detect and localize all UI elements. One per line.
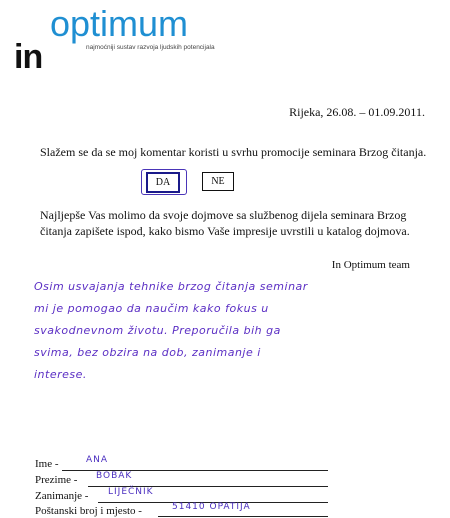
- consent-text: Slažem se da se moj komentar koristi u svrhu promocije seminara Brzog čitanja.: [40, 145, 427, 159]
- postal-field-line[interactable]: [158, 516, 328, 517]
- handwritten-line: svima, bez obzira na dob, zanimanje i: [34, 346, 261, 359]
- postal-value: 51410 OPATIJA: [172, 502, 251, 512]
- choice-yes-box[interactable]: DA: [146, 172, 180, 193]
- occupation-label: Zanimanje -: [35, 490, 89, 502]
- postal-label: Poštanski broj i mjesto -: [35, 505, 142, 517]
- handwritten-line: svakodnevnom životu. Preporučila bih ga: [34, 324, 281, 337]
- handwritten-line: mi je pomogao da naučim kako fokus u: [34, 302, 269, 315]
- team-signature: In Optimum team: [331, 259, 410, 271]
- logo-tagline: najmoćniji sustav razvoja ljudskih potencijala: [86, 44, 215, 51]
- surname-value: BOBAK: [96, 471, 133, 481]
- surname-label: Prezime -: [35, 474, 78, 486]
- occupation-value: LIJEČNIK: [108, 487, 154, 497]
- name-value: ANA: [86, 455, 109, 465]
- logo-in-prefix: in: [14, 38, 43, 76]
- logo-optimum-wordmark: optimum: [50, 3, 189, 44]
- handwritten-line: Osim usvajanja tehnike brzog čitanja seminar: [34, 280, 308, 293]
- handwritten-comment: [34, 276, 424, 396]
- request-text: Najljepše Vas molimo da svoje dojmove sa službenog dijela seminara Brzog čitanja zapišete ispod, kako bismo Vaše impresije uvrstili u katalog dojmova.: [40, 208, 410, 238]
- choice-no-box[interactable]: NE: [202, 172, 234, 191]
- handwritten-line: interese.: [34, 368, 87, 381]
- name-label: Ime -: [35, 458, 59, 470]
- date-line: Rijeka, 26.08. – 01.09.2011.: [289, 105, 425, 119]
